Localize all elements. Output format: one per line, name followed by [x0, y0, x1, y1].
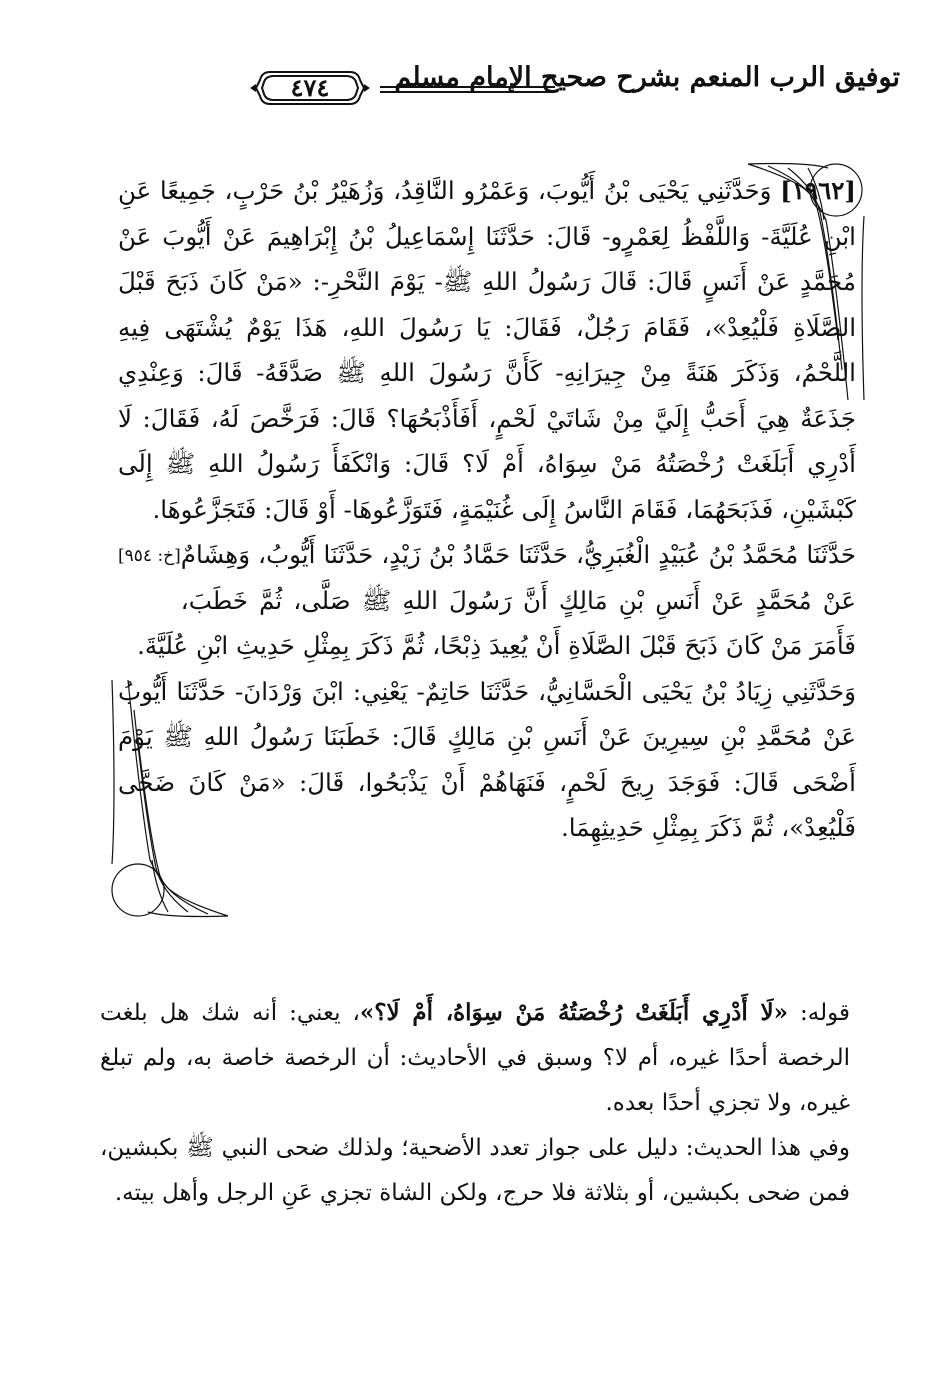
commentary-paragraph	[100, 990, 850, 1126]
header-rule	[380, 91, 555, 93]
hadith-paragraph	[118, 168, 856, 566]
hadith-body: وَحَدَّثَنِي يَحْيَى بْنُ أَيُّوبَ، وَعَمْرُو النَّاقِدُ، وَزُهَيْرُ بْنُ حَرْبٍ، جَمِيعًا عَنِ ابْنِ عُلَيَّةَ- وَاللَّفْظُ لِعَمْرٍو- قَالَ: حَدَّثَنَا إِسْمَاعِيلُ بْنُ إِبْرَاهِيمَ عَنْ أَيُّوبَ عَنْ مُحَمَّدٍ عَنْ أَنَسٍ قَالَ: قَالَ رَسُولُ اللهِ ﷺ- يَوْمَ النَّحْرِ-: «مَنْ كَانَ ذَبَحَ قَبْلَ الصَّلَاةِ فَلْيُعِدْ»، فَقَامَ رَجُلٌ، فَقَالَ: يَا رَسُولَ اللهِ، هَذَا يَوْمٌ يُشْتَهَى فِيهِ اللَّحْمُ، وَذَكَرَ هَنَةً مِنْ جِيرَانِهِ- كَأَنَّ رَسُولَ اللهِ ﷺ صَدَّقَهُ- قَالَ: وَعِنْدِي جَذَعَةٌ هِيَ أَحَبُّ إِلَيَّ مِنْ شَاتَيْ لَحْمٍ، أَفَأَذْبَحُهَا؟ قَالَ: فَرَخَّصَ لَهُ، فَقَالَ: لَا أَدْرِي أَبَلَغَتْ رُخْصَتُهُ مَنْ سِوَاهُ، أَمْ لَا؟ قَالَ: وَانْكَفَأَ رَسُولُ اللهِ ﷺ إِلَى كَبْشَيْنِ، فَذَبَحَهُمَا، فَقَامَ النَّاسُ إِلَى غُنَيْمَةٍ، فَتَوَزَّعُوهَا- أَوْ قَالَ: فَتَجَزَّعُوهَا.	[118, 176, 856, 524]
hadith-paragraph: حَدَّثَنَا مُحَمَّدُ بْنُ عُبَيْدٍ الْغُبَرِيُّ، حَدَّثَنَا حَمَّادُ بْنُ زَيْدٍ، حَدَّثَنَا أَيُّوبُ، وَهِشَامٌ عَنْ مُحَمَّدٍ عَنْ أَنَسِ بْنِ مَالِكٍ أَنَّ رَسُولَ اللهِ ﷺ صَلَّى، ثُمَّ خَطَبَ، فَأَمَرَ مَنْ كَانَ ذَبَحَ قَبْلَ الصَّلَاةِ أَنْ يُعِيدَ ذِبْحًا، ثُمَّ ذَكَرَ بِمِثْلِ حَدِيثِ ابْنِ عُلَيَّةَ.	[137, 540, 856, 660]
commentary-intro: قوله:	[800, 1000, 850, 1026]
header-rule	[380, 86, 555, 88]
page-number: ٤٧٤	[290, 73, 330, 102]
bukhari-reference: [خ: ٩٥٤]	[118, 546, 181, 566]
commentary	[100, 990, 850, 1216]
commentary-quote: «لَا أَدْرِي أَبَلَغَتْ رُخْصَتُهُ مَنْ سِوَاهُ، أَمْ لَا؟»	[359, 999, 788, 1026]
commentary-paragraph: وفي هذا الحديث: دليل على جواز تعدد الأضحية؛ ولذلك ضحى النبي ﷺ بكبشين، فمن ضحى بكبشين، أو بثلاثة فلا حرج، ولكن الشاة تجزي عَنِ الرجل وأهل بيته.	[100, 1135, 850, 1206]
book-title: توفيق الرب المنعم بشرح صحيح الإمام مسلم	[394, 62, 900, 93]
page-number-badge	[250, 66, 370, 110]
page-header	[90, 58, 900, 128]
hadith-number: [١٩٦٢]	[780, 176, 856, 205]
hadith-paragraph: وَحَدَّثَنِي زِيَادُ بْنُ يَحْيَى الْحَسَّانِيُّ، حَدَّثَنَا حَاتِمٌ- يَعْنِي: ابْنَ وَرْدَانَ- حَدَّثَنَا أَيُّوبُ عَنْ مُحَمَّدِ بْنِ سِيرِينَ عَنْ أَنَسِ بْنِ مَالِكٍ قَالَ: خَطَبَنَا رَسُولُ اللهِ ﷺ يَوْمَ أَضْحَى قَالَ: فَوَجَدَ رِيحَ لَحْمٍ، فَنَهَاهُمْ أَنْ يَذْبَحُوا، قَالَ: «مَنْ كَانَ ضَحَّى فَلْيُعِدْ»، ثُمَّ ذَكَرَ بِمِثْلِ حَدِيثِهِمَا.	[118, 676, 856, 842]
hadith-text	[118, 168, 856, 851]
commentary-body: ، يعني: أنه شك هل بلغت الرخصة أحدًا غيره، أم لا؟ وسبق في الأحاديث: أن الرخصة خاصة به، ولم تبلغ غيره، ولا تجزي أحدًا بعده.	[100, 1000, 850, 1116]
